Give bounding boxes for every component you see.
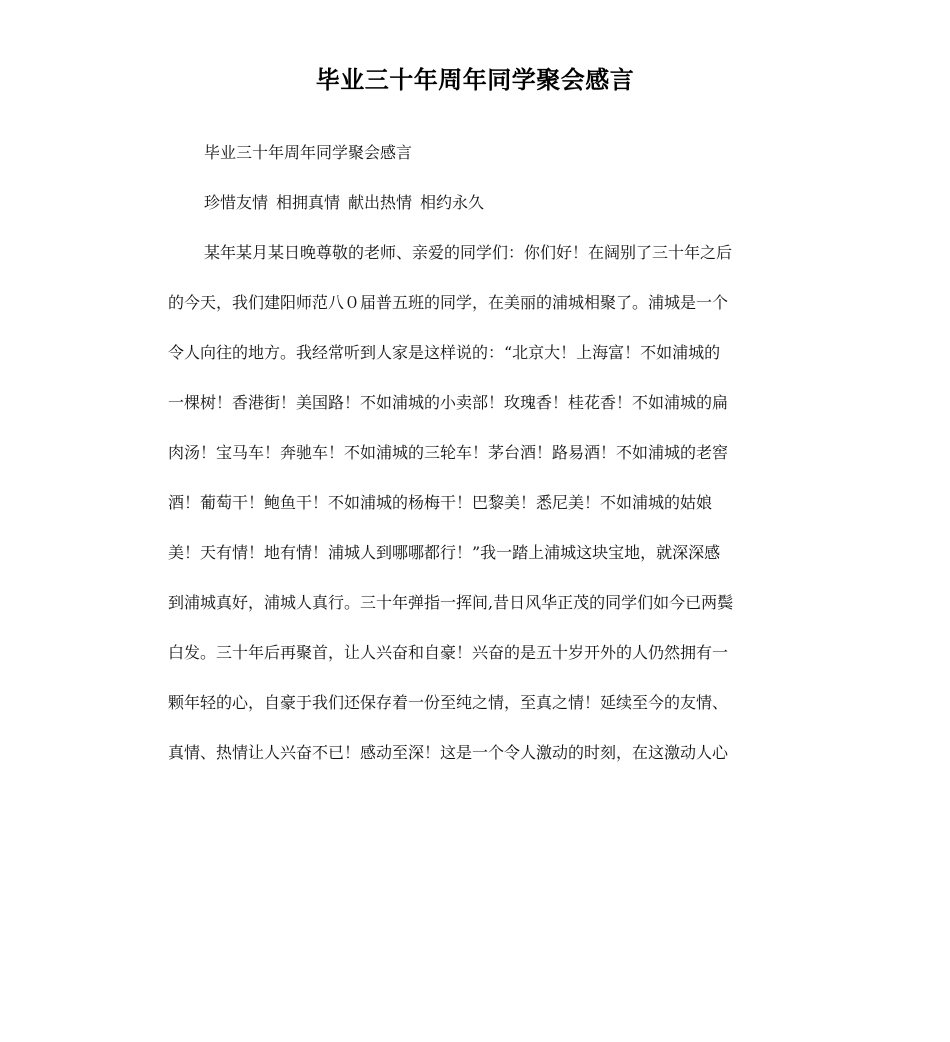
- body-line: 白发。三十年后再聚首，让人兴奋和自豪！兴奋的是五十岁开外的人仍然拥有一: [168, 643, 729, 662]
- motto-phrase: 相拥真情: [276, 193, 341, 212]
- subtitle-paragraph: [168, 128, 778, 178]
- body-line: 到浦城真好，浦城人真行。三十年弹指一挥间,昔日风华正茂的同学们如今已两鬓: [168, 593, 734, 612]
- body-line: 某年某月某日晚尊敬的老师、亲爱的同学们：你们好！在阔别了三十年之后: [204, 243, 733, 262]
- subtitle-line: 毕业三十年周年同学聚会感言: [204, 143, 413, 162]
- body-paragraph: [168, 228, 778, 778]
- document-title: 毕业三十年周年同学聚会感言: [315, 66, 635, 94]
- body-line: 一棵树！香港街！美国路！不如浦城的小卖部！玫瑰香！桂花香！不如浦城的扁: [168, 393, 729, 412]
- body-line: 美！天有情！地有情！浦城人到哪哪都行！”我一踏上浦城这块宝地，就深深感: [168, 543, 721, 562]
- body-line: 的今天，我们建阳师范八０届普五班的同学，在美丽的浦城相聚了。浦城是一个: [168, 293, 729, 312]
- motto-phrase: 献出热情: [348, 193, 413, 212]
- motto-phrase: 相约永久: [420, 193, 485, 212]
- body-line: 令人向往的地方。我经常听到人家是这样说的：“北京大！上海富！不如浦城的: [168, 343, 721, 362]
- motto-phrase: 珍惜友情: [204, 193, 269, 212]
- body-line: 酒！葡萄干！鲍鱼干！不如浦城的杨梅干！巴黎美！悉尼美！不如浦城的姑娘: [168, 493, 713, 512]
- body-line: 肉汤！宝马车！奔驰车！不如浦城的三轮车！茅台酒！路易酒！不如浦城的老窖: [168, 443, 729, 462]
- body-line: 真情、热情让人兴奋不已！感动至深！这是一个令人激动的时刻，在这激动人心: [168, 743, 729, 762]
- body-line: 颗年轻的心，自豪于我们还保存着一份至纯之情，至真之情！延续至今的友情、: [168, 693, 729, 712]
- motto-paragraph: [168, 178, 778, 228]
- motto-line: [168, 178, 778, 228]
